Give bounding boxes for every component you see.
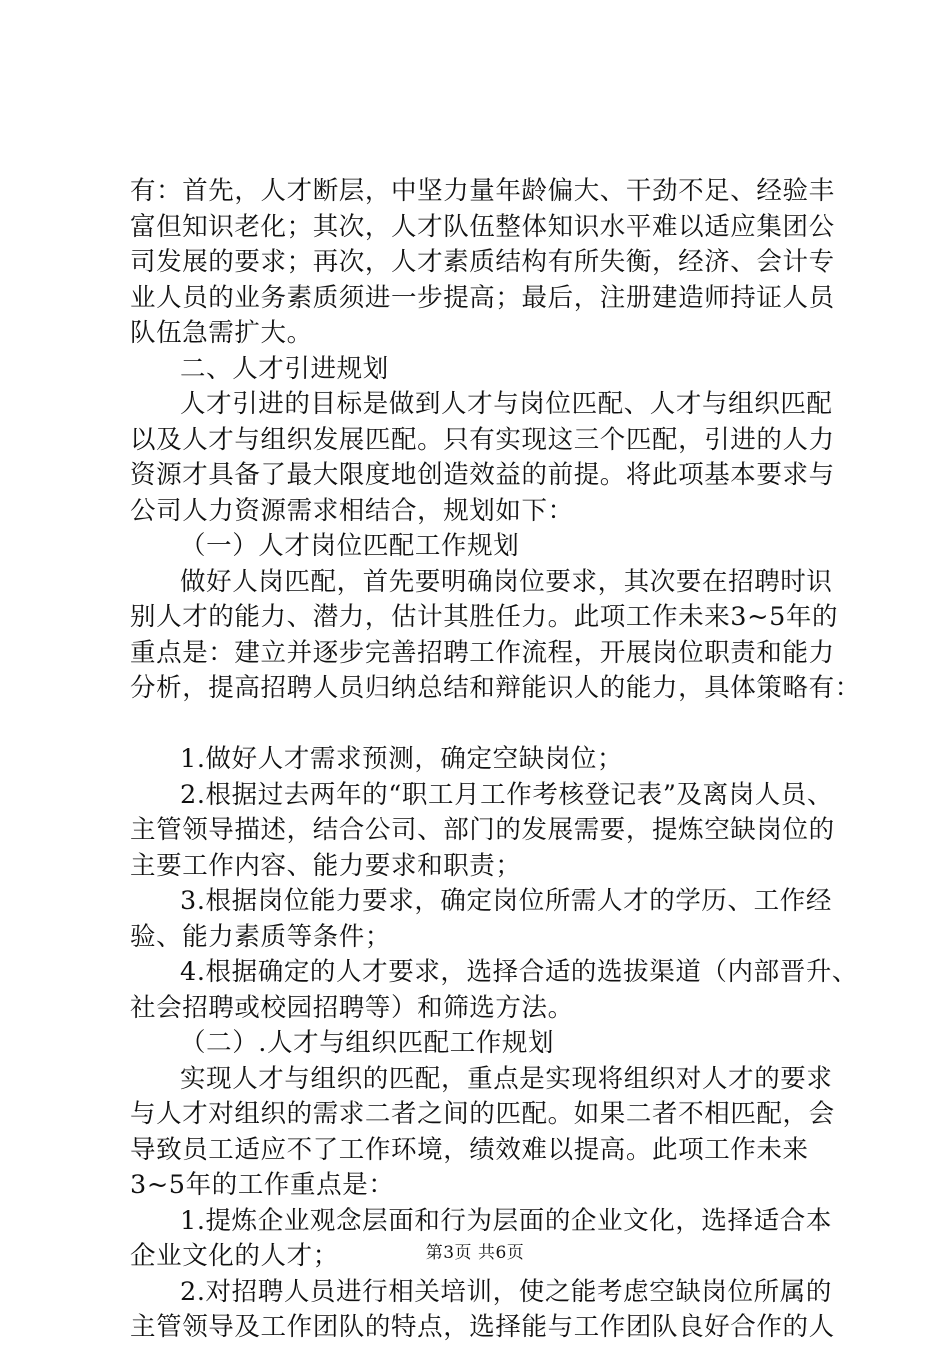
list-item: 2.对招聘人员进行相关培训，使之能考虑空缺岗位所属的	[180, 1276, 832, 1307]
list-item: 1.提炼企业观念层面和行为层面的企业文化，选择适合本	[180, 1205, 832, 1236]
body-line: 做好人岗匹配，首先要明确岗位要求，其次要在招聘时识	[180, 566, 833, 597]
body-line: 队伍急需扩大。	[130, 318, 313, 348]
body-line: 3~5年的工作重点是：	[130, 1170, 395, 1200]
body-line: 富但知识老化；其次，人才队伍整体知识水平难以适应集团公	[130, 211, 835, 242]
body-line: 有：首先，人才断层，中坚力量年龄偏大、干劲不足、经验丰	[130, 176, 835, 206]
list-item: 4.根据确定的人才要求，选择合适的选拔渠道（内部晋升、	[180, 957, 859, 987]
subsection-heading: （一）人才岗位匹配工作规划	[180, 531, 520, 561]
body-line: 企业文化的人才；	[130, 1241, 339, 1271]
list-item: 3.根据岗位能力要求，确定岗位所需人才的学历、工作经	[180, 886, 832, 916]
body-line: 社会招聘或校园招聘等）和筛选方法。	[130, 992, 574, 1023]
body-line: 人才引进的目标是做到人才与岗位匹配、人才与组织匹配	[180, 389, 833, 419]
body-line: 重点是：建立并逐步完善招聘工作流程，开展岗位职责和能力	[130, 637, 835, 668]
list-item: 1.做好人才需求预测，确定空缺岗位；	[180, 744, 624, 774]
body-line: 分析，提高招聘人员归纳总结和辩能识人的能力，具体策略有：	[130, 673, 861, 703]
page-number: 第3页 共6页	[425, 1243, 525, 1263]
body-line: 主要工作内容、能力要求和职责；	[130, 850, 522, 881]
body-line: 公司人力资源需求相结合，规划如下：	[130, 495, 574, 526]
body-line: 验、能力素质等条件；	[130, 921, 392, 952]
body-line: 实现人才与组织的匹配，重点是实现将组织对人才的要求	[180, 1063, 833, 1094]
blank-line	[130, 707, 830, 743]
body-line: 以及人才与组织发展匹配。只有实现这三个匹配，引进的人力	[130, 424, 835, 455]
body-line: 司发展的要求；再次，人才素质结构有所失衡，经济、会计专	[130, 247, 835, 277]
body-line: 主管领导及工作团队的特点，选择能与工作团队良好合作的人	[130, 1312, 835, 1342]
body-line: 主管领导描述，结合公司、部门的发展需要，提炼空缺岗位的	[130, 815, 835, 845]
document-body	[130, 174, 861, 1346]
list-item: 2.根据过去两年的“职工月工作考核登记表”及离岗人员、	[180, 779, 834, 810]
body-line: 导致员工适应不了工作环境，绩效难以提高。此项工作未来	[130, 1134, 809, 1165]
section-heading: 二、人才引进规划	[180, 353, 389, 384]
body-line: 别人才的能力、潜力，估计其胜任力。此项工作未来3~5年的	[130, 602, 839, 632]
body-line: 与人才对组织的需求二者之间的匹配。如果二者不相匹配，会	[130, 1099, 835, 1129]
body-line: 业人员的业务素质须进一步提高；最后，注册建造师持证人员	[130, 282, 835, 313]
subsection-heading: （二）.人才与组织匹配工作规划	[180, 1028, 555, 1058]
body-line: 资源才具备了最大限度地创造效益的前提。将此项基本要求与	[130, 460, 835, 490]
